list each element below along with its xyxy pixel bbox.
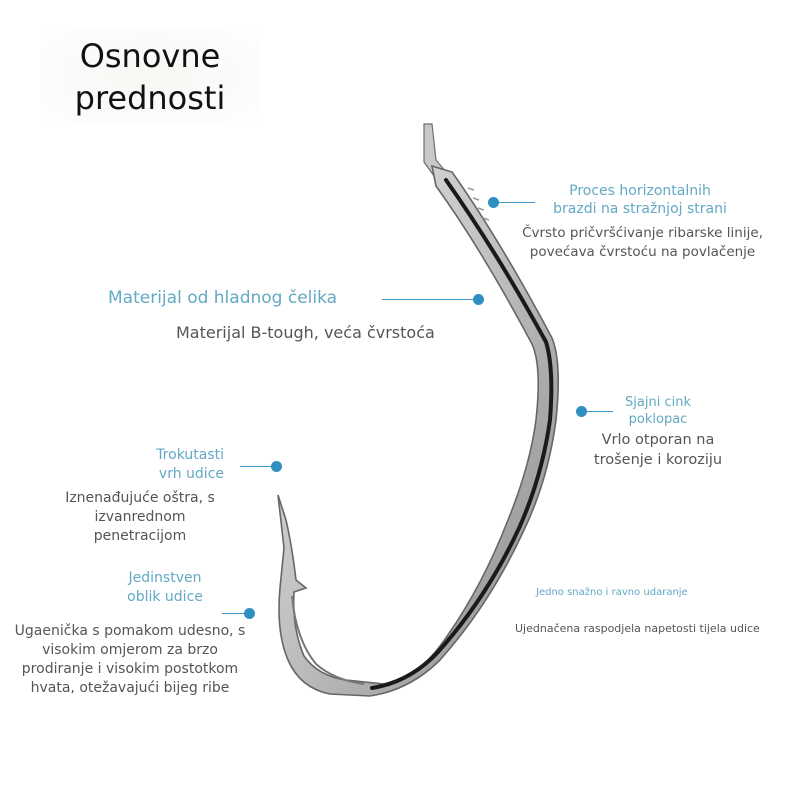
tip-desc-line-1: Iznenađujuće oštra, s [65,490,215,506]
shape-desc-line-3: prodiranje i visokim postotkom [21,661,239,677]
tension-note: Ujednačena raspodjela napetosti tijela udice [515,622,760,635]
grooves-title-line-2: brazdi na stražnjoj strani [553,201,727,217]
page-title-line-1: Osnovne [79,37,221,75]
shape-leader-line [222,613,246,614]
tip-desc-line-3: penetracijom [93,528,187,544]
shape-desc-line-2: visokim omjerom za brzo [42,642,218,658]
tip-leader-line [240,466,272,467]
shape-marker-dot [244,608,255,619]
material-title: Materijal od hladnog čelika [108,288,338,308]
tip-desc-line-2: izvanrednom [94,509,186,525]
shape-title-line-2: oblik udice [127,589,203,605]
shape-title-line-1: Jedinstven [128,570,202,586]
shape-desc-line-4: hvata, otežavajući bijeg ribe [30,680,230,696]
grooves-leader-line [499,202,535,203]
tip-marker-dot [271,461,282,472]
zinc-marker-dot [576,406,587,417]
grooves-title-line-1: Proces horizontalnih [569,183,711,199]
zinc-title-line-2: poklopac [628,412,688,427]
zinc-title-line-1: Sjajni cink [625,395,691,410]
material-marker-dot [473,294,484,305]
tip-title-line-1: Trokutasti [156,447,224,463]
page-title-line-2: prednosti [74,79,226,117]
grooves-marker-dot [488,197,499,208]
grooves-desc-line-1: Čvrsto pričvršćivanje ribarske linije, [522,225,763,241]
tip-title-line-2: vrh udice [158,466,224,482]
strike-note: Jedno snažno i ravno udaranje [536,587,688,598]
material-leader-line [382,299,474,300]
material-desc: Materijal B-tough, veća čvrstoća [176,323,435,342]
grooves-desc-line-2: povećava čvrstoću na povlačenje [529,244,756,260]
shape-desc-line-1: Ugaenička s pomakom udesno, s [14,623,246,639]
zinc-desc-line-2: trošenje i koroziju [593,452,723,468]
zinc-desc-line-1: Vrlo otporan na [601,432,715,448]
hook-shape [278,124,558,696]
